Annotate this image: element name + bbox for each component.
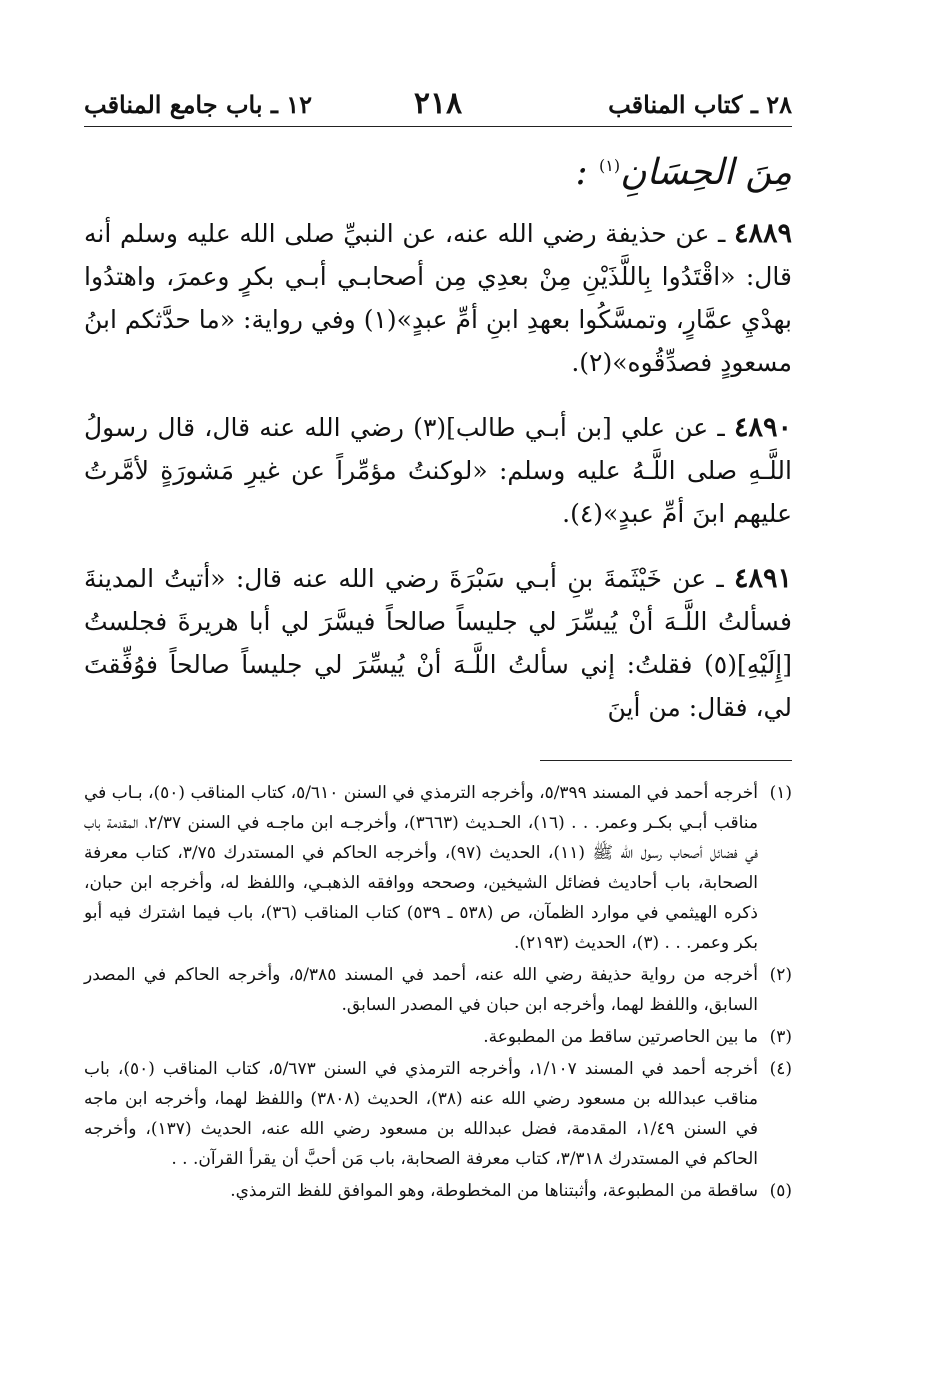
hadith-number: ٤٨٩١ [733,563,792,594]
footnote-number: (١) [769,783,792,803]
footnote-text: ساقطة من المطبوعة، وأثبتناها من المخطوطة، وهو الموافق للفظ الترمذي. [230,1181,758,1201]
section-heading-colon: : [575,152,588,193]
footnote-number: (٥) [769,1181,792,1201]
chapter-title-header: ١٢ ـ باب جامع المناقب [84,90,313,119]
section-heading-footnote-ref: (١) [599,156,621,175]
hadith-text: ـ عن حذيفة رضي الله عنه، عن النبيِّ صلى الله عليه وسلم أنه قال: «اقْتَدُوا بِاللَّذَيْنِ مِنْ بعدِي مِن أصحابـي أبـي بكرٍ وعمرَ، واهتدُوا بهدْيِ عمَّارٍ، وتمسَّكُوا بعهدِ ابنِ أمِّ عبدٍ»(١) وفي رواية: «ما حدَّثكم ابنُ مسعودٍ فصدِّقُوه»(٢). [84,219,792,377]
footnote-number: (٢) [769,965,792,985]
hadith-paragraph [84,406,792,535]
footnote-number: (٤) [769,1059,792,1079]
hadith-number: ٤٨٨٩ [734,218,793,249]
hadith-paragraph [84,557,792,729]
footnote [84,960,792,1020]
section-heading [575,152,792,193]
page-number: ٢١٨ [413,86,463,121]
footnote-text: أخرجه أحمد في المسند ١/١٠٧، وأخرجه الترمذي في السنن ٥/٦٧٣، كتاب المناقب (٥٠)، باب مناقب عبدالله بن مسعود رضي الله عنه (٣٨)، الحديث (٣٨٠٨) واللفظ لهما، وأخرجه ابن ماجه في السنن ١/٤٩، المقدمة، فضل عبدالله بن مسعود رضي الله عنه، الحديث (١٣٧)، وأخرجه الحاكم في المستدرك ٣/٣١٨، كتاب معرفة الصحابة، باب مَن أحبَّ أن يقرأ القرآن. . . [84,1059,758,1169]
footnote-number: (٣) [769,1027,792,1047]
hadith-number: ٤٨٩٠ [733,412,792,443]
main-text [84,212,792,751]
section-heading-text: مِنَ الحِسَانِ [620,152,792,193]
footnote [84,1054,792,1174]
footnote-text: ما بين الحاصرتين ساقط من المطبوعة. [483,1027,758,1047]
book-title-header: ٢٨ ـ كتاب المناقب [608,90,792,119]
footnote-text: أخرجه من رواية حذيفة رضي الله عنه، أحمد في المسند ٥/٣٨٥، وأخرجه الحاكم في المصدر السابق، واللفظ لهما، وأخرجه ابن حبان في المصدر السابق. [84,965,758,1015]
hadith-paragraph [84,212,792,384]
hadith-text: ـ عن خَيْثَمةَ بنِ أبـي سَبْرَةَ رضي الله عنه قال: «أتيتُ المدينةَ فسألتُ اللَّـهَ أنْ يُيسِّرَ لي جليساً صالحاً فيسَّرَ لي أبا هريرةَ فجلستُ [إِلَيْهِ](٥) فقلتُ: إني سألتُ اللَّـهَ أنْ يُيسِّرَ لي جليساً صالحاً فوُفِّقتَ لي، فقال: من أينَ [84,564,792,722]
footnote [84,778,792,958]
running-header [84,86,792,127]
footnotes-section [84,778,792,1208]
footnote [84,1022,792,1052]
footnote-divider [540,760,792,761]
footnote [84,1176,792,1206]
hadith-text: ـ عن علي [بن أبـي طالب](٣) رضي الله عنه قال، قال رسولُ اللَّـهِ صلى اللَّـهُ عليه وسلم: «لوكنتُ مؤمِّراً عن غيرِ مَشورَةٍ لأمَّرتُ عليهم ابنَ أمِّ عبدٍ»(٤). [84,413,792,528]
footnote-text: أخرجه أحمد في المسند ٥/٣٩٩، وأخرجه الترمذي في السنن ٥/٦١٠، كتاب المناقب (٥٠)، بـاب في مناقب أبـي بكـر وعمر. . . (١٦)، الحـديث (٣٦٦٣)، وأخرجـه ابن ماجـه في السنن ٢/٣٧، المقدمة باب في فضائل أصحاب رسول الله ﷺ (١١)، الحديث (٩٧)، وأخرجه الحاكم في المستدرك ٣/٧٥، كتاب معرفة الصحابة، باب أحاديث فضائل الشيخين، وصححه ووافقه الذهبـي، واللفظ له، وأخرجه ابن حبان، ذكره الهيثمي في موارد الظمآن، ص (٥٣٨ ـ ٥٣٩) كتاب المناقب (٣٦)، باب فيما اشترك فيه أبو بكر وعمر. . . (٣)، الحديث (٢١٩٣). [84,783,759,953]
